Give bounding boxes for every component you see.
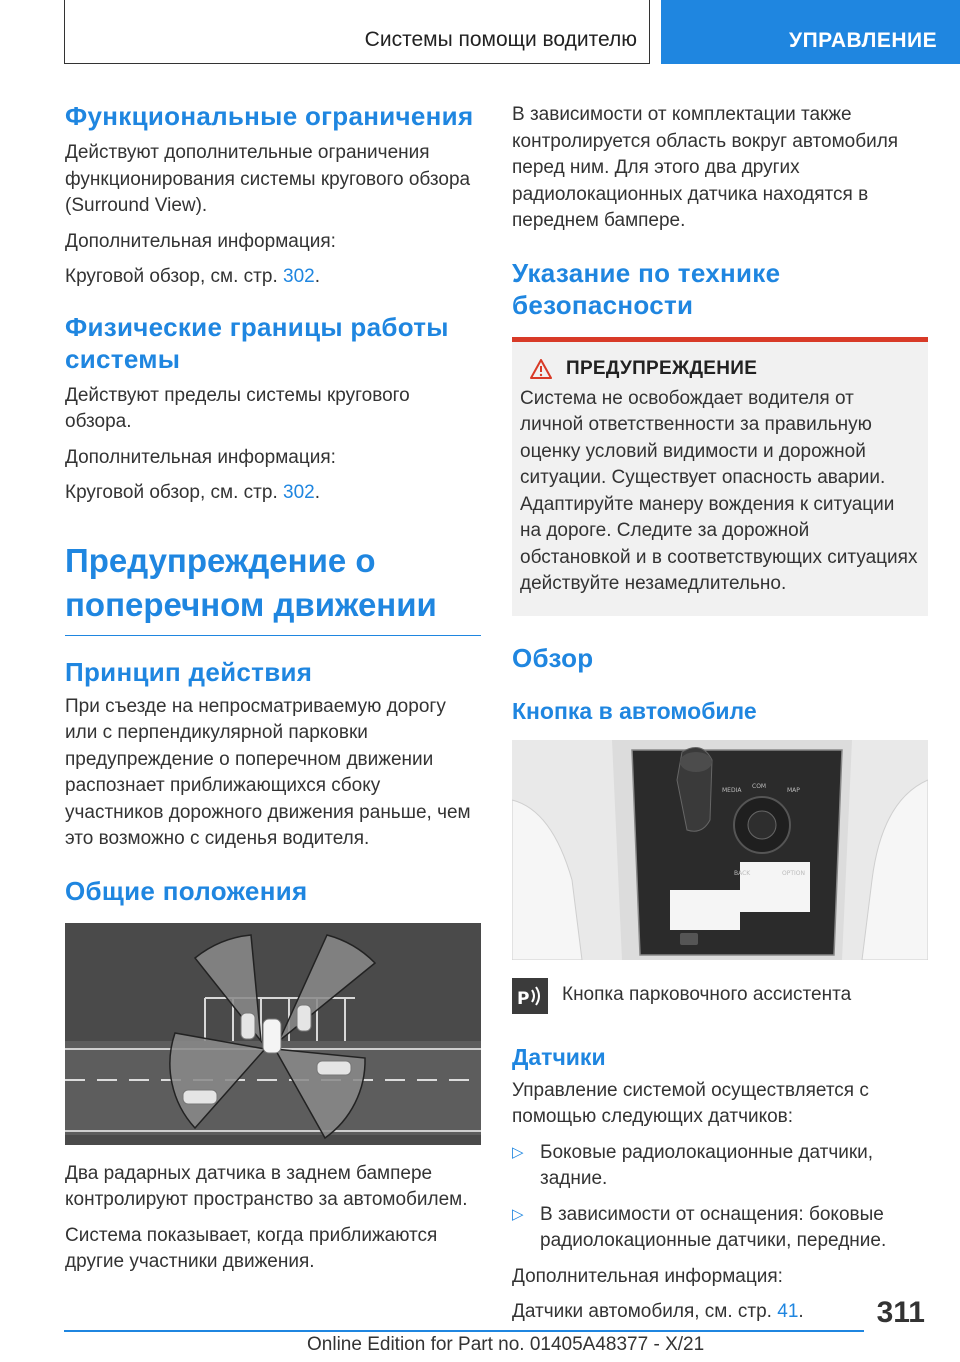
- right-column: [512, 100, 928, 1326]
- console-parking-button: [680, 933, 698, 945]
- console-photo: [512, 740, 928, 960]
- page-number: 311: [876, 1296, 925, 1329]
- principle-text: При съезде на непросматриваемую дорогу или с перпендикулярной парковки предупреждение о поперечном движении распознает приближающихся сбоку участников дорожного движения раньше, чем это возможно с сиденья водителя.: [65, 695, 471, 849]
- overview-heading: Обзор: [512, 642, 594, 673]
- sensors-more: Дополнительная информация:: [512, 1265, 783, 1287]
- func-limits-more: Дополнительная информация:: [65, 230, 336, 252]
- warning-triangle-icon: [530, 359, 552, 379]
- console-com-label: COM: [752, 782, 767, 790]
- sensors-text: Управление системой осуществляется с помощью следующих датчиков:: [512, 1079, 869, 1127]
- func-limits-ref: Круговой обзор, см. стр. 302.: [65, 266, 320, 287]
- cross-traffic-diagram: [65, 923, 481, 1145]
- button-heading: Кнопка в автомобиле: [512, 697, 757, 724]
- phys-limits-ref-link[interactable]: 302: [283, 482, 315, 503]
- svg-text:P: P: [517, 988, 530, 1009]
- phys-limits-more: Дополнительная информация:: [65, 446, 336, 468]
- header-chapter-tab[interactable]: [661, 0, 960, 64]
- sensors-item-1: Боковые радиолокационные датчики, задние.: [540, 1141, 874, 1189]
- main-title: Предупреждение о поперечном движении: [65, 541, 437, 623]
- footer-divider: [64, 1330, 864, 1332]
- header-chapter-title: УПРАВЛЕНИЕ: [789, 29, 938, 52]
- phys-limits-heading: Физические границы работы системы: [65, 311, 449, 374]
- sensors-item-2: В зависимости от оснащения: боковые радиолокационные датчики, передние.: [540, 1203, 887, 1251]
- func-limits-text: Действуют дополнительные ограничения функционирования системы кругового обзора (Surround View).: [65, 142, 471, 216]
- console-map-label: MAP: [787, 786, 800, 794]
- bullet-triangle-icon: ▷: [512, 1143, 524, 1161]
- main-title-block: [65, 539, 481, 636]
- warning-text: Система не освобождает водителя от личной ответственности за правильную оценку условий видимости и дорожной ситуации. Существует опасность аварии. Адаптируйте манеру вождения к ситуации на дороге. Следите за дорожной обстановкой и в соответствующих ситуациях действуйте незамедлительно.: [520, 387, 918, 594]
- sensors-ref: Датчики автомобиля, см. стр. 41.: [512, 1301, 804, 1322]
- console-back-label: BACK: [734, 869, 751, 877]
- general-heading: Общие положения: [65, 875, 308, 906]
- func-limits-ref-link[interactable]: 302: [283, 266, 315, 287]
- cross-traffic-diagram-svg: [65, 923, 481, 1145]
- safety-heading: Указание по технике безопасности: [512, 257, 781, 320]
- bullet-triangle-icon: ▷: [512, 1205, 524, 1223]
- sensors-ref-link[interactable]: 41: [777, 1301, 799, 1322]
- button-caption-row: [512, 978, 928, 1014]
- sensors-heading: Датчики: [512, 1043, 606, 1070]
- warning-title-row: [520, 358, 920, 380]
- parking-assistant-button-icon: [512, 978, 548, 1014]
- left-column: [65, 100, 481, 1276]
- button-caption: Кнопка парковочного ассистента: [562, 983, 852, 1005]
- phys-limits-ref: Круговой обзор, см. стр. 302.: [65, 482, 320, 503]
- principle-heading: Принцип действия: [65, 656, 313, 687]
- header-section-title: Системы помощи водителю: [364, 28, 637, 51]
- center-console-illustration: [512, 740, 928, 960]
- footer-edition: Online Edition for Part no. 01405A48377 - X/21: [307, 1334, 705, 1355]
- general-text-1: Два радарных датчика в заднем бампере контролируют пространство за автомобилем.: [65, 1162, 468, 1210]
- phys-limits-text: Действуют пределы системы кругового обзора.: [65, 384, 410, 432]
- sensors-list-item: [512, 1140, 928, 1193]
- sensors-list-item: [512, 1202, 928, 1255]
- console-option-label: OPTION: [782, 869, 805, 877]
- general-text-2: Система показывает, когда приближаются другие участники движения.: [65, 1224, 438, 1272]
- header-section-box: [64, 0, 650, 64]
- console-media-label: MEDIA: [722, 786, 742, 794]
- intro-text: В зависимости от комплектации также контролируется область вокруг автомобиля перед ним. Для этого два других радиолокационных датчика находятся в переднем бампере.: [512, 104, 899, 231]
- warning-title: ПРЕДУПРЕЖДЕНИЕ: [566, 357, 758, 379]
- func-limits-heading: Функциональные ограничения: [65, 101, 474, 131]
- warning-box: [512, 337, 928, 616]
